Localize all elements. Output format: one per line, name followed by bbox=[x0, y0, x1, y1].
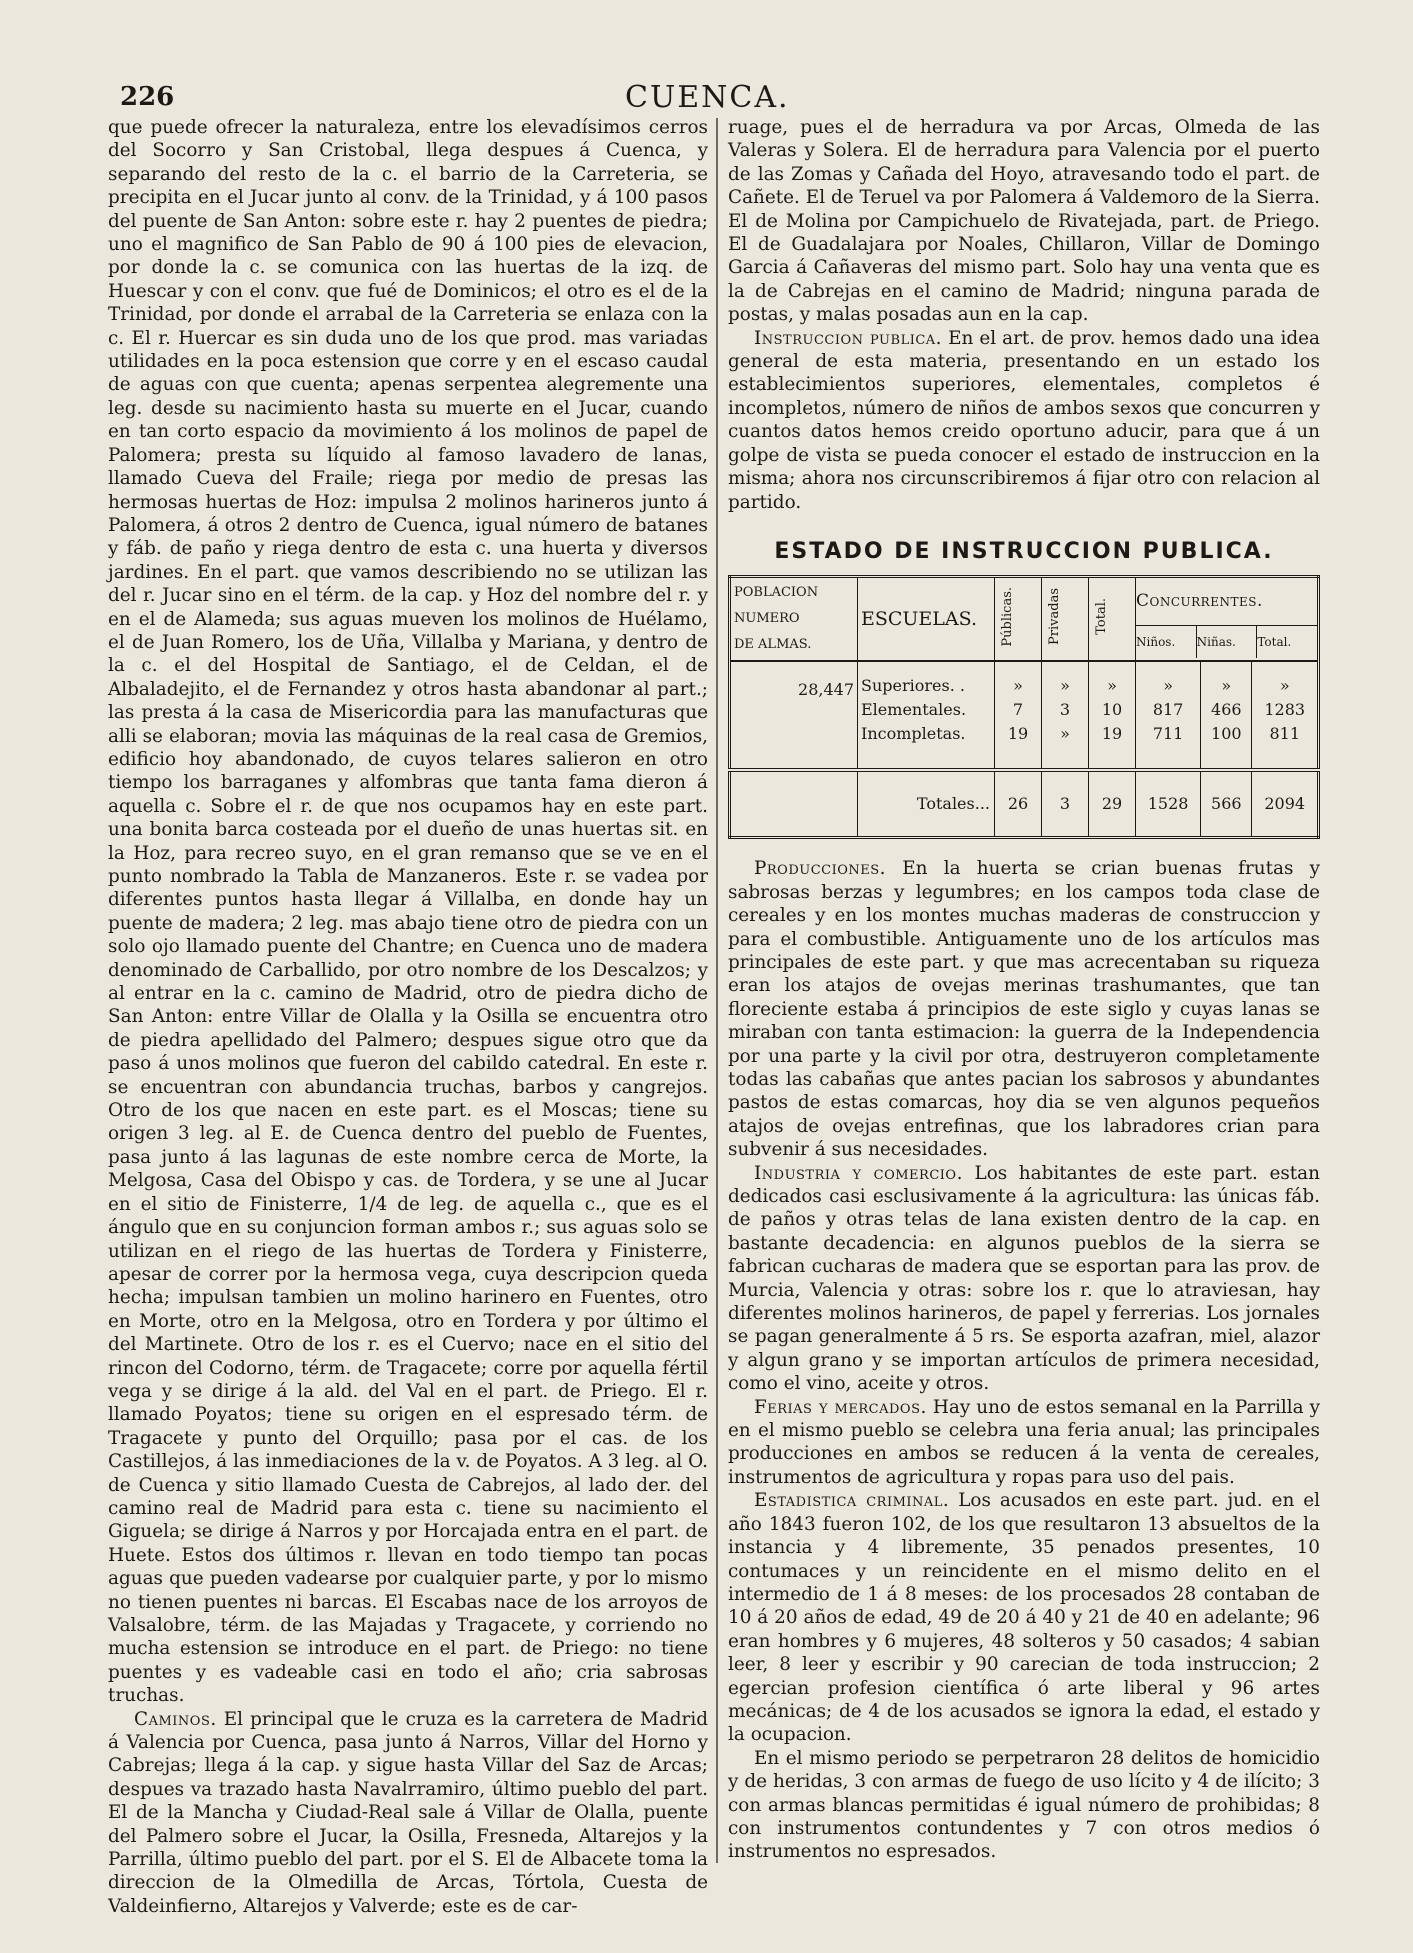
ferias-paragraph bbox=[728, 1396, 1320, 1490]
cell-total: 19 bbox=[1089, 722, 1136, 770]
publicas-header bbox=[995, 577, 1042, 662]
total-ninas: 566 bbox=[1201, 770, 1252, 838]
cell-total-c: 1283 bbox=[1264, 700, 1306, 720]
estadistica-paragraph bbox=[728, 1489, 1320, 1746]
total-total-c: 2094 bbox=[1264, 794, 1306, 814]
cell-privadas: » bbox=[1042, 722, 1089, 770]
row-label: Superiores. . bbox=[858, 661, 995, 698]
privadas-header bbox=[1042, 577, 1089, 662]
totals-row bbox=[730, 770, 1319, 838]
section-text: Los habitantes de este part. estan dedicados casi esclusivamente á la agricultura: las únicas fáb. de paños y otras telas de lana existen dentro de la cap. en bastante decadencia: en algunos pueblos de la sierra se fabrican cucharas de madera que se esportan para las prov. de Murcia, Valencia y otras: sobre los r. que lo atraviesan, hay diferentes molinos harineros, de papel y ferrerias. Los jornales se pagan generalmente á 5 rs. Se esporta azafran, miel, alazor y algun grano y se importan artículos de primera necesidad, como el vino, aceite y otros. bbox=[728, 1162, 1320, 1395]
column-divider bbox=[716, 118, 718, 1863]
total-ninos: 1528 bbox=[1136, 770, 1201, 838]
section-heading: Industria y comercio. bbox=[754, 1162, 963, 1184]
empty-cell bbox=[730, 770, 858, 838]
caminos-continued: ruage, pues el de herradura va por Arcas, Olmeda de las Valeras y Solera. El de herradura para Valencia por el puerto de las Zomas y Cañada del Hoyo, atravesando todo el part. de Cañete. El de Teruel va por Palomera á Valdemoro de la Sierra. El de Molina por Campichuelo de Rivatejada, part. de Priego. El de Guadalajara por Noales, Chillaron, Villar de Domingo Garcia á Cañaveras del mismo part. Solo hay una venta que es la de Cabrejas en el camino de Madrid; ninguna parada de postas, y malas posadas aun en la cap. bbox=[728, 117, 1320, 326]
cell-publicas: » bbox=[995, 661, 1042, 698]
industria-paragraph bbox=[728, 1162, 1320, 1396]
cell-total: » bbox=[1089, 661, 1136, 698]
section-heading: Instruccion publica. bbox=[754, 327, 943, 349]
concurrentes-header bbox=[1136, 577, 1319, 662]
row-label: Incompletas. bbox=[858, 722, 995, 770]
section-heading: Caminos. bbox=[134, 1708, 217, 1730]
privadas-label: Privadas bbox=[1047, 588, 1062, 646]
cell-privadas: » bbox=[1042, 661, 1089, 698]
instruccion-paragraph bbox=[728, 327, 1320, 514]
cell-ninos: 711 bbox=[1136, 722, 1201, 770]
cell-ninos: » bbox=[1136, 661, 1201, 698]
concurrentes-label: Concurrentes. bbox=[1136, 581, 1317, 626]
cell-ninos: 817 bbox=[1136, 698, 1201, 722]
total-publicas: 26 bbox=[995, 770, 1042, 838]
cell-total-c: 811 bbox=[1269, 724, 1300, 744]
totals-label: Totales... bbox=[858, 770, 995, 838]
cell-total-c: » bbox=[1279, 676, 1290, 696]
cell-publicas: 7 bbox=[995, 698, 1042, 722]
section-text: Hay uno de estos semanal en la Parrilla y en el mismo pueblo se celebra una feria anual; las principales producciones en ambos se reducen á la venta de cereales, instrumentos de agricultura y ropas para uso del pais. bbox=[728, 1396, 1320, 1488]
population-header bbox=[730, 577, 858, 662]
total-privadas: 3 bbox=[1042, 770, 1089, 838]
cell-ninas: 100 bbox=[1201, 722, 1252, 770]
cell-publicas: 19 bbox=[995, 722, 1042, 770]
section-text: Los acusados en este part. jud. en el año 1843 fueron 102, de los que resultaron 13 absueltos de la instancia y 4 libremente, 35 penados presentes, 10 contumaces y un reincidente en el mismo delito en el intermedio de 1 á 8 meses: de los procesados 28 contaban de 10 á 20 años de edad, 49 de 20 á 40 y 21 de 40 en adelante; 96 eran hombres y 6 mujeres, 48 solteros y 50 casados; 4 sabian leer, 8 leer y escribir y 90 carecian de toda instruccion; 2 egercian profesion científica ó arte liberal y 96 artes mecánicas; de 4 de los acusados se ignora la edad, el estado y la ocupacion. bbox=[728, 1490, 1320, 1746]
population-cell: 28,447 bbox=[730, 661, 858, 770]
rivers-paragraph: que puede ofrecer la naturaleza, entre los elevadísimos cerros del Socorro y San Cristobal, llega despues á Cuenca, y separando del resto de la c. el barrio de la Carreteria, se precipita en el Jucar junto al conv. de la Trinidad, y á 100 pasos del puente de San Anton: sobre este r. hay 2 puentes de piedra; uno el magnifico de San Pablo de 90 á 100 pies de elevacion, por donde la c. se comunica con las huertas de la izq. de Huescar y con el conv. que fué de Dominicos; el otro es el de la Trinidad, por donde el arrabal de la Carreteria se enlaza con la c. El r. Huercar es sin duda uno de los que prod. mas variadas utilidades en la poca estension que corre y en el escaso caudal de aguas con que cuenta; apenas serpentea alegremente una leg. desde su nacimiento hasta su muerte en el Jucar, cuando en tan corto espacio da movimiento á los molinos de papel de Palomera; presta su líquido al famoso lavadero de lanas, llamado Cueva del Fraile; riega por medio de presas las hermosas huertas de Hoz: impulsa 2 molinos harineros junto á Palomera, á otros 2 dentro de Cuenca, igual número de batanes y fáb. de paño y riega dentro de esta c. una huerta y diversos jardines. En el part. que vamos describiendo no se utilizan las del r. Jucar sino en el térm. de la cap. y Hoz del nombre del r. y en el de Alameda; sus aguas mueven los molinos de Huélamo, el de Juan Romero, los de Uña, Villalba y Mariana, y dentro de la c. el del Hospital de Santiago, el de Celdan, el de Albaladejito, el de Fernandez y otros hasta abandonar al part.; las presta á la casa de Misericordia para las manufacturas que alli se elaboran; movia las máquinas de la real casa de Gremios, edificio hoy abandonado, de cuyos telares salieron en otro tiempo los barraganes y alfombras que tanta fama dieron á aquella c. Sobre el r. de que nos ocupamos hay en este part. una bonita barca costeada por el dueño de unas huertas sit. en la Hoz, para recreo suyo, en el gran remanso que se ve en el punto nombrado la Tabla de Manzaneros. Este r. se vadea por diferentes puntos hasta llegar á Villalba, en donde hay un puente de madera; 2 leg. mas abajo tiene otro de piedra con un solo ojo llamado puente del Chantre; en Cuenca uno de madera denominado de Carballido, por otro nombre de los Descalzos; y al entrar en la c. camino de Madrid, otro de piedra dicho de San Anton: entre Villar de Olalla y la Osilla se encuentra otro de piedra apellidado del Palmero; despues sigue otro que da paso á unos molinos que fueron del cabildo catedral. En este r. se encuentran con abundancia truchas, barbos y cangrejos. Otro de los que nacen en este part. es el Moscas; tiene su origen 3 leg. al E. de Cuenca dentro del pueblo de Fuentes, pasa junto á las lagunas de este nombre cerca de Morte, la Melgosa, Casa del Obispo y cas. de Tordera, y se une al Jucar en el sitio de Finisterre, 1/4 de leg. de aquella c., que es el ángulo que en su conjuncion forman ambos r.; sus aguas solo se utilizan en el riego de las huertas de Tordera y Finisterre, apesar de correr por la hermosa vega, cuya descripcion queda hecha; impulsan tambien un molino harinero en Fuentes, otro en Morte, otro en la Melgosa, otro en Tordera y por último el del Martinete. Otro de los r. es el Cuervo; nace en el sitio del rincon del Codorno, térm. de Tragacete; corre por aquella fértil vega y se dirige á la ald. del Val en el part. de Priego. El r. llamado Poyatos; tiene su origen en el espresado térm. de Tragacete y punto del Orquillo; pasa por el cas. de los Castillejos, á las inmediaciones de la v. de Poyatos. A 3 leg. al O. de Cuenca y sitio llamado Cuesta de Cabrejos, al lado der. del camino real de Madrid para esta c. tiene su nacimiento el Giguela; se dirige á Narros y por Horcajada entra en el part. de Huete. Estos dos últimos r. llevan en todo tiempo tan pocas aguas que pueden vadearse por cualquier parte, y por lo mismo no tienen puentes ni barcas. El Escabas nace de los arroyos de Valsalobre, térm. de las Majadas y Tragacete, y corriendo no mucha estension se introduce en el part. de Priego: no tiene puentes y es vadeable casi en todo el año; cria sabrosas truchas. bbox=[108, 117, 708, 1707]
ninos-label: Niños. bbox=[1136, 626, 1197, 658]
left-column bbox=[108, 116, 708, 1918]
publicas-label: Públicas. bbox=[1000, 587, 1015, 647]
section-heading: Producciones. bbox=[754, 858, 887, 880]
cell-ninas: 466 bbox=[1201, 698, 1252, 722]
section-text: El principal que le cruza es la carretera de Madrid á Valencia por Cuenca, pasa junto á Narros, Villar del Horno y Cabrejas; llega á la cap. y sigue hasta Villar del Saz de Arcas; despues va trazado hasta Navalrramiro, último pueblo del part. El de la Mancha y Ciudad-Real sale á Villar de Olalla, puente del Palmero sobre el Jucar, la Osilla, Fresneda, Altarejos y la Parrilla, último pueblo del part. por el S. El de Albacete toma la direccion de la Olmedilla de Arcas, Tórtola, Cuesta de Valdeinfierno, Altarejos y Valverde; este es de car- bbox=[108, 1708, 708, 1917]
right-column bbox=[728, 116, 1320, 1864]
escuelas-header: ESCUELAS. bbox=[858, 577, 995, 662]
page-number: 226 bbox=[120, 82, 175, 112]
producciones-paragraph bbox=[728, 857, 1320, 1161]
header-poblacion: POBLACION bbox=[734, 585, 819, 601]
total-label: Total. bbox=[1094, 598, 1109, 636]
instruction-table bbox=[728, 575, 1320, 839]
running-title: CUENCA. bbox=[625, 80, 790, 115]
section-heading: Ferias y mercados. bbox=[754, 1396, 927, 1418]
table-title: ESTADO DE INSTRUCCION PUBLICA. bbox=[774, 538, 1274, 564]
total-total: 29 bbox=[1089, 770, 1136, 838]
row-label: Elementales. bbox=[858, 698, 995, 722]
section-text: En la huerta se crian buenas frutas y sabrosas berzas y legumbres; en los campos toda clase de cereales y en los montes muchas maderas de construccion y para el combustible. Antiguamente uno de los artículos mas principales de este part. y que mas acrecentaban su riqueza eran los atajos de ovejas merinas trashumantes, que tan floreciente estaba á principios de este siglo y cuyas lanas se miraban con tanta estimacion: la guerra de la Independencia por una parte y la civil por otra, destruyeron completamente todas las cabañas que antes pacian los sabrosos y abundantes pastos de estas comarcas, hoy dia se ven algunos pequeños atajos de ovejas entrefinas, que los labradores crian para subvenir á sus necesidades. bbox=[728, 858, 1320, 1161]
cell-privadas: 3 bbox=[1042, 698, 1089, 722]
table-row bbox=[730, 661, 1319, 698]
table-header-row bbox=[730, 577, 1319, 662]
section-text: En el art. de prov. hemos dado una idea general de esta materia, presentando en un estado los establecimientos superiores, elementales, completos é incompletos, número de niños de ambos sexos que concurren y cuantos datos hemos creido oportuno aducir, para que á un golpe de vista se pueda conocer el estado de instruccion en la misma; ahora nos circunscribiremos á fijar otro con relacion al partido. bbox=[728, 327, 1320, 513]
section-heading: Estadistica criminal. bbox=[754, 1490, 950, 1512]
cell-ninas: » bbox=[1201, 661, 1252, 698]
total-header bbox=[1089, 577, 1136, 662]
delitos-paragraph bbox=[728, 1747, 1320, 1864]
header-numero: NUMERO bbox=[734, 611, 800, 627]
ninas-label: Niñas. bbox=[1197, 626, 1258, 658]
total-c-label: Total. bbox=[1257, 634, 1292, 649]
caminos-paragraph bbox=[108, 1708, 708, 1919]
section-text: En el mismo periodo se perpetraron 28 delitos de homicidio y de heridas, 3 con armas de fuego de uso lícito y 4 de ilícito; 3 con armas blancas permitidas é igual número de prohibidas; 8 con instrumentos contundentes y 7 con otros medios ó instrumentos no espresados. bbox=[728, 1747, 1320, 1863]
cell-total: 10 bbox=[1089, 698, 1136, 722]
header-de-almas: DE ALMAS. bbox=[734, 637, 812, 653]
